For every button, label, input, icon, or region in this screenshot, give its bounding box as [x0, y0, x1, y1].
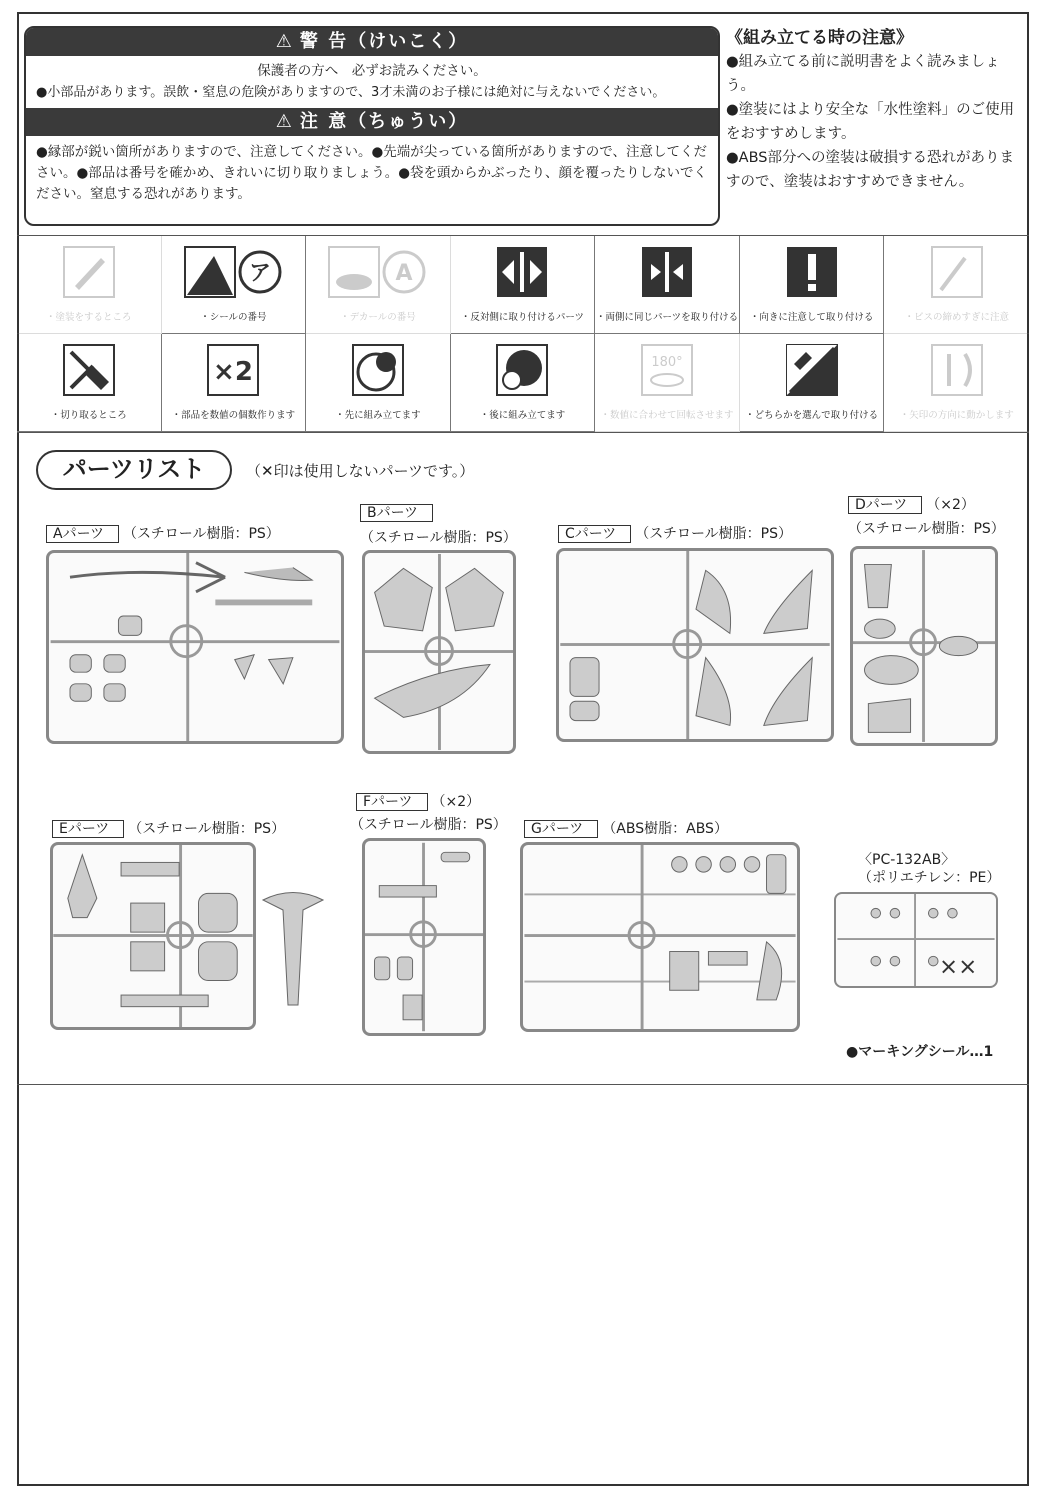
assembly-note-2: ●塗装にはより安全な「水性塗料」のご使用をおすすめします。: [726, 102, 1015, 142]
runner-d-qty: （×2）: [926, 497, 975, 513]
runner-g-material: （ABS樹脂：ABS）: [602, 821, 728, 837]
runner-a: [46, 550, 344, 744]
assembly-note-3: ●ABS部分への塗装は破損する恐れがありますので、塗装はおすすめできません。: [726, 150, 1014, 190]
runner-g-tag: [524, 818, 728, 838]
page-frame: [17, 12, 1029, 1486]
runner-a-material: （スチロール樹脂：PS）: [123, 526, 280, 542]
icon-legend: [17, 236, 1029, 432]
runner-c: [556, 548, 834, 742]
opposite-side-icon: [496, 246, 548, 298]
warning-title-bar: [26, 28, 718, 56]
legend-label: ・ビスの締めすぎに注意: [904, 312, 1009, 323]
runner-a-label: Aパーツ: [46, 525, 119, 543]
runner-f-label: Fパーツ: [356, 793, 428, 811]
legend-choose: [740, 334, 885, 432]
runner-g-drawing: [523, 845, 797, 1029]
legend-label: ・切り取るところ: [50, 410, 127, 421]
runner-d-drawing: [853, 549, 995, 743]
runner-b: [362, 550, 516, 754]
assembly-notes: [726, 26, 1026, 194]
legend-label: ・反対側に取り付けるパーツ: [460, 312, 585, 323]
runner-d-material: （スチロール樹脂：PS）: [848, 521, 1005, 537]
legend-label: ・シールの番号: [200, 312, 267, 323]
legend-label: ・どちらかを選んで取り付ける: [745, 410, 879, 421]
warning-triangle-icon: ⚠: [275, 31, 294, 52]
decal-icon: [328, 246, 380, 298]
caution-title-bar: [26, 108, 718, 136]
legend-label: ・デカールの番号: [340, 312, 416, 323]
runner-e-drawing: [53, 845, 253, 1027]
parts-list-note: （✕印は使用しないパーツです。）: [246, 462, 475, 480]
movable-icon: [931, 344, 983, 396]
runner-a-drawing: [49, 553, 341, 741]
pc-title: [858, 851, 1000, 887]
runner-e-blade: [258, 880, 328, 1010]
legend-movable: [884, 334, 1029, 432]
parts-divider: [17, 1084, 1029, 1085]
legend-label: ・数値に合わせて回転させます: [600, 410, 734, 421]
runner-f-tag: [356, 791, 480, 811]
runner-c-material: （スチロール樹脂：PS）: [635, 526, 792, 542]
assembly-notes-title: 《組み立てる時の注意》: [726, 28, 913, 48]
caution-text: ●縁部が鋭い箇所がありますので、注意してください。●先端が尖っている箇所がありますので、注意してください。●部品は番号を確かめ、きれいに切り取りましょう。●袋を頭からかぶったり、顔を覆ったりしないでください。窒息する恐れがあります。: [36, 144, 708, 202]
parts-list-title: パーツリスト: [36, 450, 232, 490]
paint-brush-icon: [63, 246, 115, 298]
runner-f-material: （スチロール樹脂：PS）: [350, 817, 507, 833]
runner-c-drawing: [559, 551, 831, 739]
choking-line: ●小部品があります。誤飲・窒息の危険がありますので、3才未満のお子様には絶対に与えないでください。: [36, 85, 666, 100]
decal-letter-icon: [381, 249, 427, 295]
icon-divider: [17, 432, 1029, 433]
legend-rotate: [595, 334, 740, 432]
runner-c-label: Cパーツ: [558, 525, 631, 543]
nippers-icon: [63, 344, 115, 396]
legend-cut: [17, 334, 162, 432]
legend-sticker: [162, 236, 307, 334]
runner-b-drawing: [365, 553, 513, 751]
runner-d-label: Dパーツ: [848, 496, 922, 514]
warning-box: [24, 26, 720, 226]
runner-pc-drawing: [836, 894, 996, 986]
legend-decal: [306, 236, 451, 334]
assembly-note-1: ●組み立てる前に説明書をよく読みましょう。: [726, 54, 1000, 94]
runner-f-qty: （×2）: [431, 794, 481, 810]
runner-f: [362, 838, 486, 1036]
exclamation-icon: [786, 246, 838, 298]
legend-later: [451, 334, 596, 432]
sticker-icon: [184, 246, 236, 298]
runner-b-tag: [360, 502, 437, 522]
legend-label: ・先に組み立てます: [335, 410, 421, 421]
runner-c-tag: [558, 523, 792, 543]
legend-label: ・向きに注意して取り付ける: [749, 312, 874, 323]
runner-b-material: （スチロール樹脂：PS）: [360, 530, 517, 546]
svg-text:ア: ア: [248, 261, 271, 286]
legend-multiply: [162, 334, 307, 432]
marking-sticker-count: ●マーキングシール…1: [846, 1044, 994, 1060]
legend-label: ・部品を数値の個数作ります: [171, 410, 296, 421]
runner-e-tag: [52, 818, 285, 838]
guardian-line: 保護者の方へ 必ずお読みください。: [257, 63, 487, 79]
runner-e-material: （スチロール樹脂：PS）: [128, 821, 286, 837]
runner-pc: [834, 892, 998, 988]
legend-first: [306, 334, 451, 432]
multiply-icon: [207, 344, 259, 396]
both-sides-icon: [641, 246, 693, 298]
legend-both: [595, 236, 740, 334]
runner-b-label: Bパーツ: [360, 504, 433, 522]
runner-g-label: Gパーツ: [524, 820, 598, 838]
warning-title: 警 告（けいこく）: [299, 31, 469, 52]
legend-label: ・矢印の方向に動かします: [899, 410, 1014, 421]
caution-triangle-icon: ⚠: [275, 111, 294, 132]
runner-g: [520, 842, 800, 1032]
legend-orientation: [740, 236, 885, 334]
runner-a-tag: [46, 523, 280, 543]
sticker-number-icon: [237, 249, 283, 295]
pc-material: （ポリエチレン：PE）: [858, 870, 1001, 886]
runner-e-label: Eパーツ: [52, 820, 124, 838]
legend-paint: [17, 236, 162, 334]
rotate-180-icon: [641, 344, 693, 396]
svg-text:A: A: [395, 261, 413, 286]
svg-text:×2: ×2: [213, 357, 254, 387]
legend-opposite: [451, 236, 596, 334]
legend-label: ・塗装をするところ: [46, 312, 132, 323]
pc-code: 〈PC-132AB〉: [858, 852, 956, 868]
runner-d-tag: [848, 494, 975, 514]
screw-icon: [931, 246, 983, 298]
assemble-later-icon: [496, 344, 548, 396]
legend-screw: [884, 236, 1029, 334]
legend-label: ・両側に同じパーツを取り付ける: [596, 312, 739, 323]
runner-f-drawing: [365, 841, 483, 1033]
runner-e: [50, 842, 256, 1030]
svg-text:180°: 180°: [651, 355, 683, 370]
assemble-first-icon: [352, 344, 404, 396]
runner-d: [850, 546, 998, 746]
caution-title: 注 意（ちゅうい）: [299, 111, 469, 132]
legend-label: ・後に組み立てます: [479, 410, 566, 421]
choose-one-icon: [786, 344, 838, 396]
